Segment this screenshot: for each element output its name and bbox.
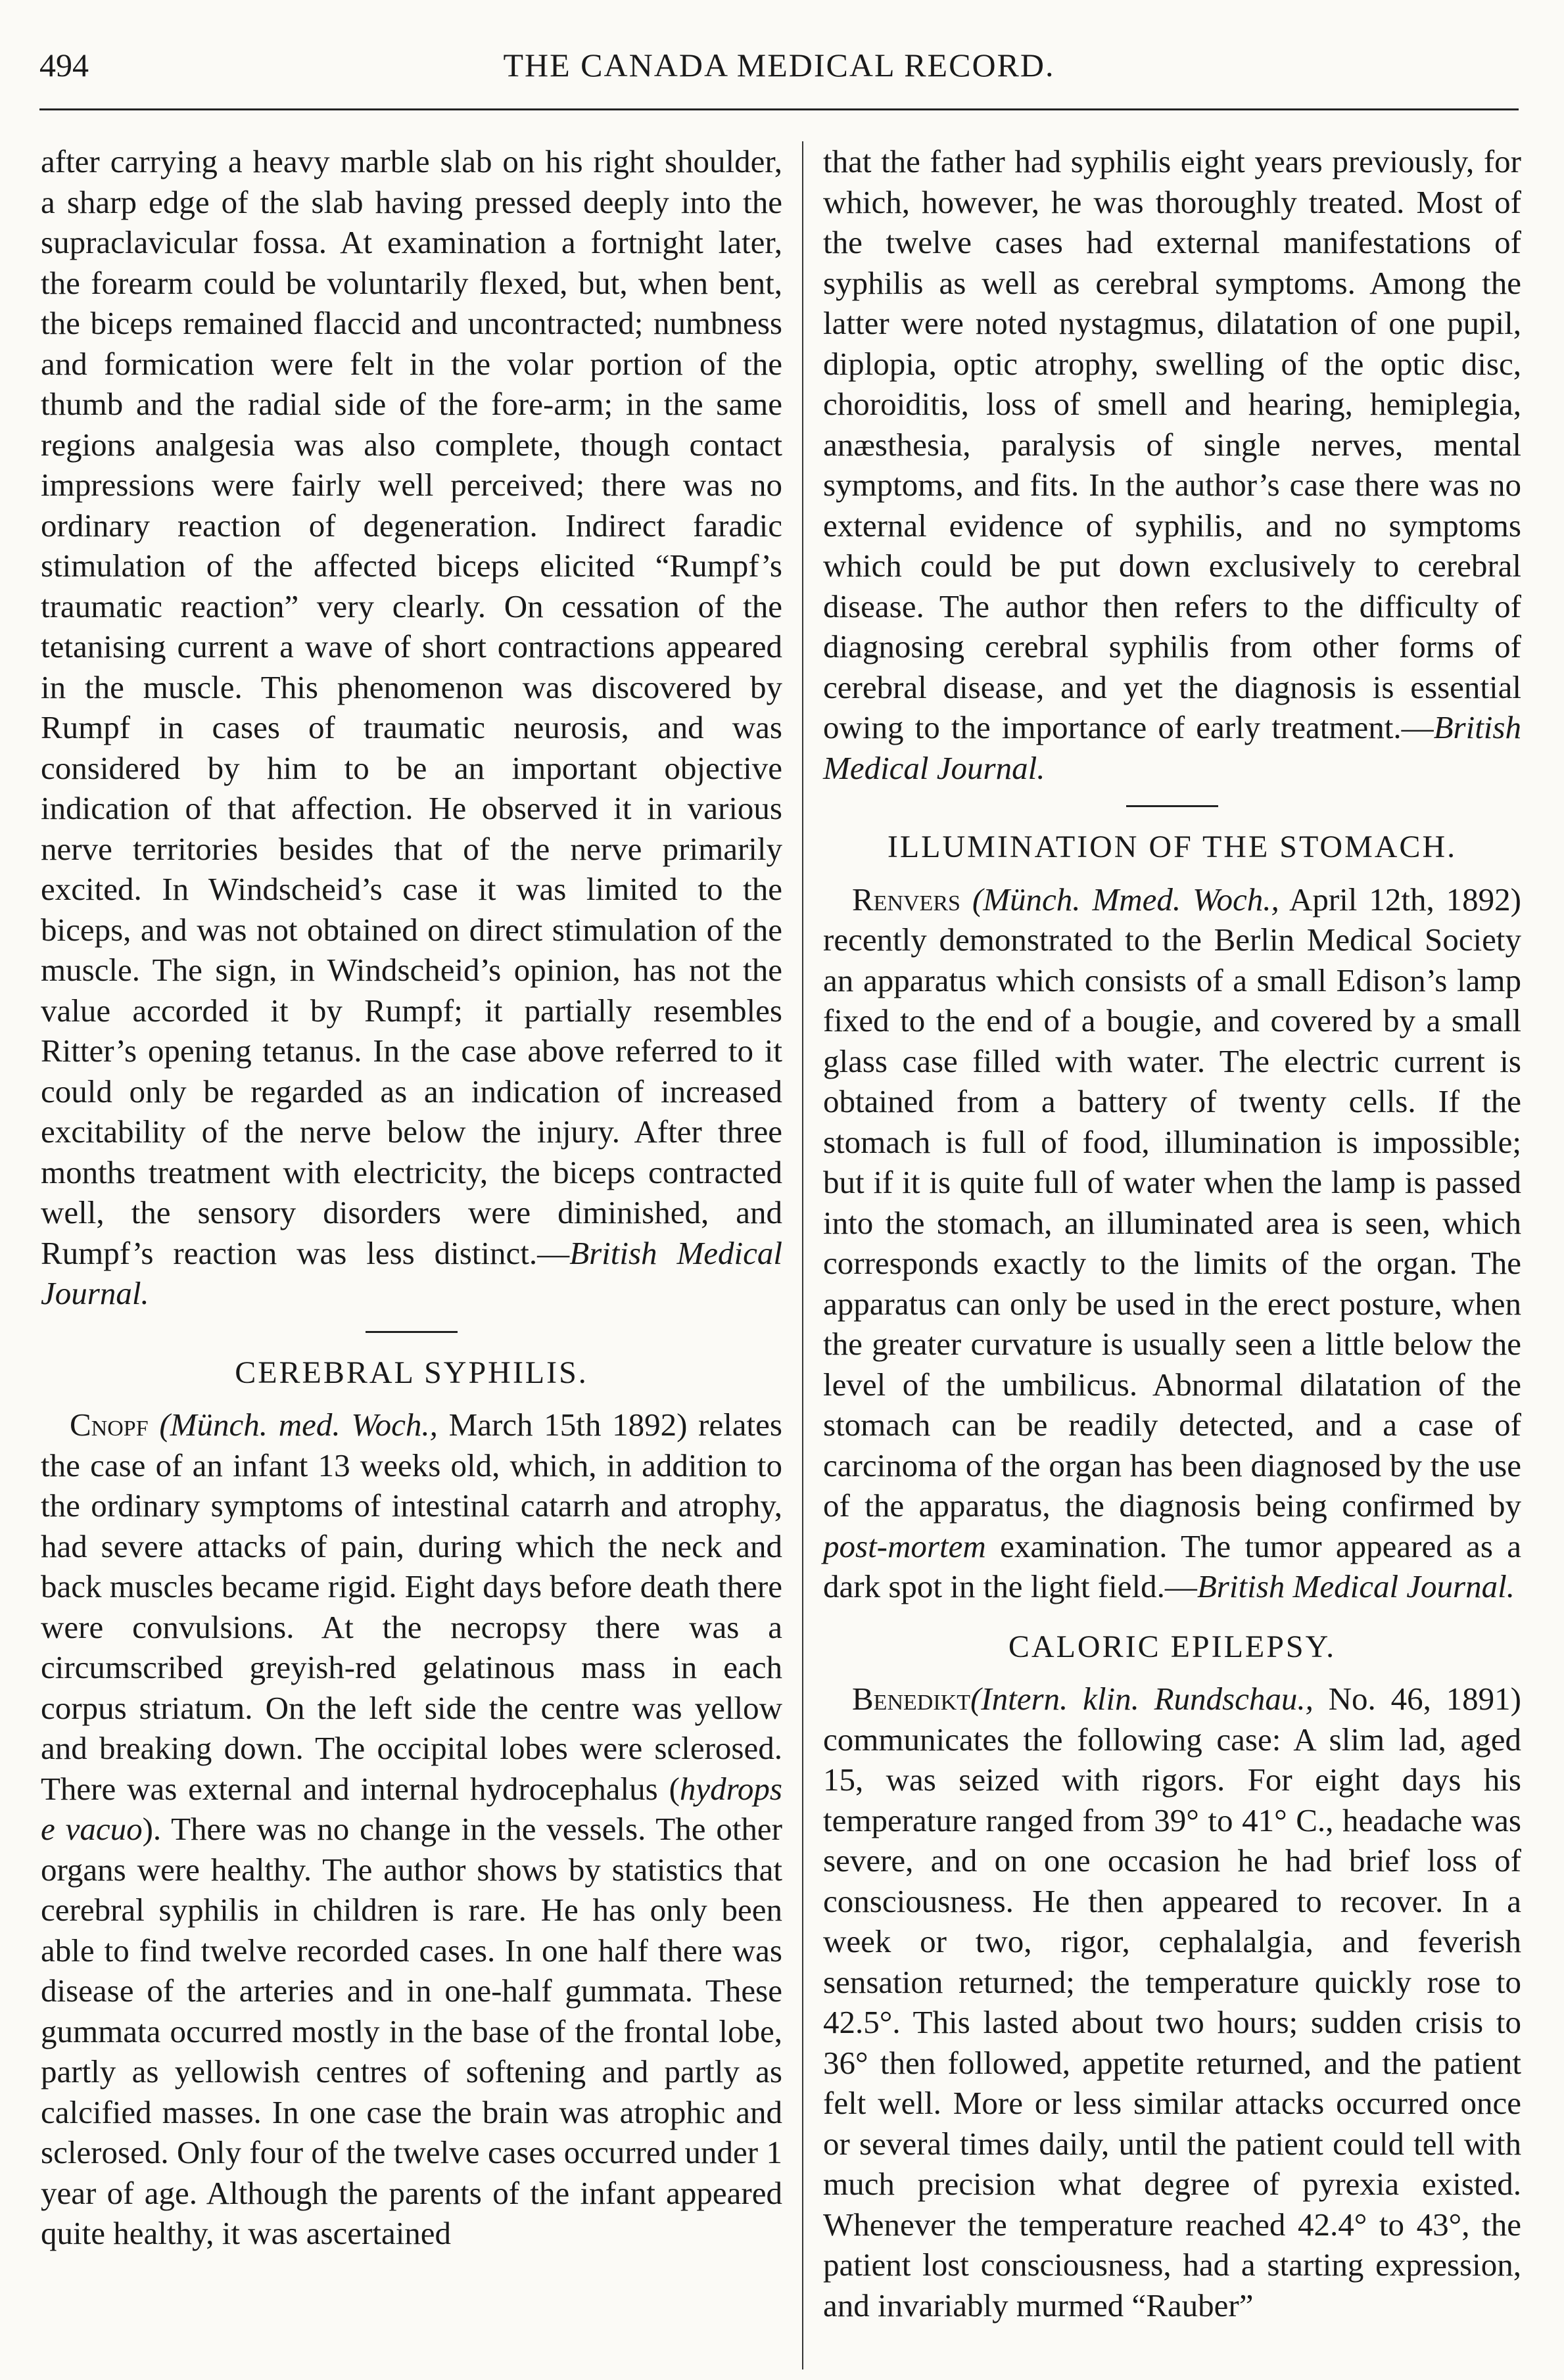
paragraph-continued-right: that the father had syphilis eight years previously, for which, however, he was thoroughly treated. Most of the twelve cases had external manifestations of syphilis as well as cerebral symptoms. Among the latter were noted nystagmus, dilatation of one pupil, diplopia, optic atrophy, swelling of the optic disc, choroiditis, loss of smell and hearing, hemiplegia, anæsthesia, paralysis of single nerves, mental symptoms, and fits. In the author’s case there was no external evidence of syphilis, and no symptoms which could be put down exclusively to cerebral disease. The author then refers to the difficulty of diagnosing cerebral syphilis from other forms of cerebral disease, and yet the diagnosis is essential owing to the importance of early treatment.—British Medical Journal. <box>823 143 1521 786</box>
right-column <box>823 141 1521 2325</box>
header-rule <box>39 108 1519 110</box>
source-citation: British Medical Journal. <box>1197 1568 1515 1604</box>
paragraph-illumination: Renvers (Münch. Mmed. Woch., April 12th, 1892) recently demonstrated to the Berlin Medical Society an apparatus which consists of a small Edison’s lamp fixed to the end of a bougie, and covered by a small glass case filled with water. The electric current is obtained from a battery of twenty cells. If the stomach is full of food, illumination is impossible; but if it is quite full of water when the lamp is passed into the stomach, an illuminated area is seen, which corresponds exactly to the limits of the organ. The apparatus can only be used in the erect posture, when the greater curvature is usually seen a little below the level of the umbilicus. Abnormal dilatation of the stomach can be readily detected, and a case of carcinoma of the organ has been diagnosed by the use of the apparatus, the diagnosis being confirmed by post-mortem examination. The tumor appeared as a dark spot in the light field.—British Medical Journal. <box>823 881 1522 1604</box>
paragraph-cerebral-syphilis: Cnopf (Münch. med. Woch., March 15th 1892) relates the case of an infant 13 weeks old, which, in addition to the ordinary symptoms of intestinal catarrh and atrophy, had severe attacks of pain, during which the neck and back muscles became rigid. Eight days before death there were convulsions. At the necropsy there was a circumscribed greyish-red gelatinous mass in each corpus striatum. On the left side the centre was yellow and breaking down. The occipital lobes were sclerosed. There was external and internal hydrocephalus (hydrops e vacuo). There was no change in the vessels. The other organs were healthy. The author shows by statistics that cerebral syphilis in children is rare. He has only been able to find twelve recorded cases. In one half there was disease of the arteries and in one-half gummata. These gummata occurred mostly in the base of the frontal lobe, partly as yellowish centres of softening and partly as calcified masses. In one case the brain was atrophic and sclerosed. Only four of the twelve cases occurred under 1 year of age. Although the parents of the infant appeared quite healthy, it was ascertained <box>41 1407 782 2251</box>
author-name: Cnopf <box>70 1407 149 1443</box>
section-divider <box>366 1331 458 1333</box>
page-number: 494 <box>39 47 89 83</box>
source-citation: British Medical Journal. <box>41 1234 782 1311</box>
author-name: Benedikt <box>852 1681 970 1717</box>
journal-reference: (Münch. Mmed. Woch., <box>972 881 1279 918</box>
paragraph-caloric-epilepsy: Benedikt(Intern. klin. Rundschau., No. 46, 1891) communicates the following case: A slim lad, aged 15, was seized with rigors. For eight days his temperature ranged from 39° to 41° C., headache was severe, and on one occasion he had brief loss of consciousness. He then appeared to recover. In a week or two, rigor, cephalalgia, and feverish sensation returned; the temperature quickly rose to 42.5°. This lasted about two hours; sudden crisis to 36° then followed, appetite returned, and the patient felt well. More or less similar attacks occurred once or several times daily, until the patient could tell with much precision what degree of pyrexia existed. Whenever the temperature reached 42.4° to 43°, the patient lost consciousness, had a starting expression, and invariably murmed “Rauber” <box>823 1681 1521 2323</box>
section-heading-cerebral-syphilis: CEREBRAL SYPHILIS. <box>235 1355 588 1390</box>
column-divider <box>802 141 803 2369</box>
journal-reference: (Münch. med. Woch., <box>159 1407 438 1443</box>
section-heading-caloric-epilepsy: CALORIC EPILEPSY. <box>1008 1629 1337 1664</box>
left-column <box>41 141 782 2254</box>
source-citation: British Medical Journal. <box>823 709 1521 786</box>
running-title: THE CANADA MEDICAL RECORD. <box>503 47 1055 83</box>
paragraph-continued: after carrying a heavy marble slab on his right shoulder, a sharp edge of the slab having pressed deeply into the supraclavicular fossa. At examination a fortnight later, the forearm could be voluntarily flexed, but, when bent, the biceps remained flaccid and uncontracted; numbness and formication were felt in the volar portion of the thumb and the radial side of the fore-arm; in the same regions analgesia was also complete, though contact impressions were fairly well perceived; there was no ordinary reaction of degeneration. Indirect faradic stimulation of the affected biceps elicited “Rumpf’s traumatic reaction” very clearly. On cessation of the tetanising current a wave of short contractions appeared in the muscle. This phenomenon was discovered by Rumpf in cases of traumatic neurosis, and was considered by him to be an important objective indication of that affection. He observed it in various nerve territories besides that of the nerve primarily excited. In Windscheid’s case it was limited to the biceps, and was not obtained on direct stimulation of the muscle. The sign, in Windscheid’s opinion, has not the value accorded it by Rumpf; it partially resembles Ritter’s opening tetanus. In the case above referred to it could only be regarded as an indication of increased excitability of the nerve below the injury. After three months treatment with electricity, the biceps contracted well, the sensory disorders were diminished, and Rumpf’s reaction was less distinct.—British Medical Journal. <box>41 143 782 1311</box>
author-name: Renvers <box>852 881 960 918</box>
section-heading-illumination: ILLUMINATION OF THE STOMACH. <box>887 829 1457 864</box>
journal-reference: (Intern. klin. Rundschau., <box>970 1681 1314 1717</box>
page-header <box>39 46 1519 105</box>
section-divider <box>1126 805 1218 807</box>
